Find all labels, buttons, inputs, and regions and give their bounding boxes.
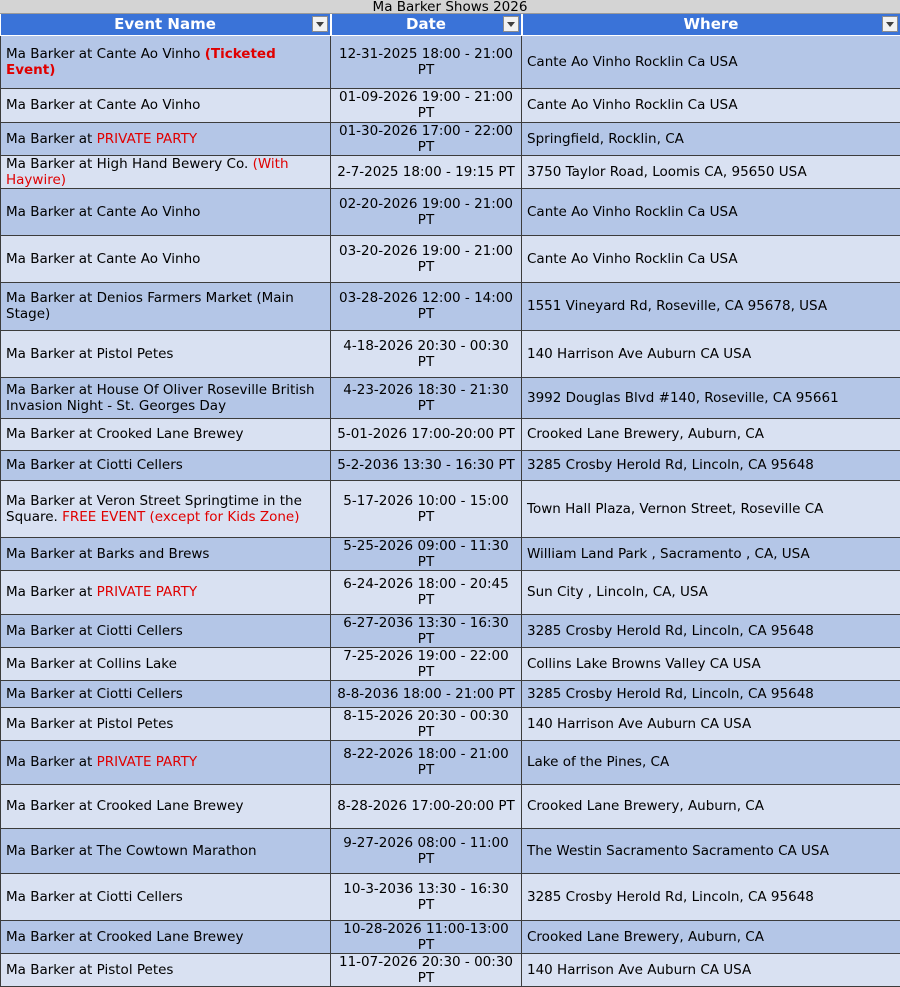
cell-where[interactable]: 140 Harrison Ave Auburn CA USA	[522, 707, 900, 740]
event-name-text: Ma Barker at Ciotti Cellers	[6, 623, 183, 639]
event-name-text: Ma Barker at The Cowtown Marathon	[6, 843, 257, 859]
cell-date[interactable]: 6-27-2036 13:30 - 16:30 PT	[331, 614, 522, 647]
cell-event-name[interactable]	[1, 122, 331, 155]
cell-where[interactable]: Cante Ao Vinho Rocklin Ca USA	[522, 88, 900, 122]
cell-where[interactable]: Cante Ao Vinho Rocklin Ca USA	[522, 35, 900, 88]
event-highlight-text: PRIVATE PARTY	[97, 584, 198, 600]
table-row	[1, 155, 900, 188]
cell-where[interactable]: Springfield, Rocklin, CA	[522, 122, 900, 155]
table-row	[1, 647, 900, 680]
event-name-text: Ma Barker at Pistol Petes	[6, 716, 173, 732]
event-name-text: Ma Barker at Crooked Lane Brewey	[6, 798, 243, 814]
table-row	[1, 680, 900, 707]
cell-where[interactable]: Lake of the Pines, CA	[522, 740, 900, 784]
event-name-text: Ma Barker at Ciotti Cellers	[6, 686, 183, 702]
event-name-text: Ma Barker at Cante Ao Vinho	[6, 204, 200, 220]
cell-event-name[interactable]	[1, 570, 331, 614]
cell-where[interactable]: 3750 Taylor Road, Loomis CA, 95650 USA	[522, 155, 900, 188]
column-header-where	[522, 14, 900, 35]
cell-date[interactable]: 4-18-2026 20:30 - 00:30 PT	[331, 330, 522, 377]
cell-where[interactable]: Sun City , Lincoln, CA, USA	[522, 570, 900, 614]
table-row	[1, 614, 900, 647]
cell-event-name[interactable]	[1, 155, 331, 188]
table-row	[1, 330, 900, 377]
cell-date[interactable]: 01-09-2026 19:00 - 21:00 PT	[331, 88, 522, 122]
cell-where[interactable]: 3285 Crosby Herold Rd, Lincoln, CA 95648	[522, 680, 900, 707]
sheet-title: Ma Barker Shows 2026	[0, 0, 900, 14]
cell-where[interactable]: Town Hall Plaza, Vernon Street, Roseville CA	[522, 480, 900, 537]
cell-event-name[interactable]	[1, 873, 331, 920]
cell-where[interactable]: Cante Ao Vinho Rocklin Ca USA	[522, 188, 900, 235]
cell-date[interactable]: 5-17-2026 10:00 - 15:00 PT	[331, 480, 522, 537]
event-name-text: Ma Barker at Cante Ao Vinho	[6, 46, 205, 62]
cell-where[interactable]: Collins Lake Browns Valley CA USA	[522, 647, 900, 680]
event-highlight-text: (Ticketed Event)	[6, 46, 276, 78]
event-highlight-text: FREE EVENT (except for Kids Zone)	[62, 509, 299, 525]
table-row	[1, 707, 900, 740]
cell-event-name[interactable]	[1, 188, 331, 235]
cell-where[interactable]: 140 Harrison Ave Auburn CA USA	[522, 953, 900, 986]
event-name-text: Ma Barker at Crooked Lane Brewey	[6, 929, 243, 945]
table-row	[1, 282, 900, 330]
cell-event-name[interactable]	[1, 953, 331, 986]
event-name-text: Ma Barker at Denios Farmers Market (Main Stage)	[6, 290, 294, 322]
table-row	[1, 740, 900, 784]
table-row	[1, 450, 900, 480]
table-row	[1, 188, 900, 235]
table-row	[1, 88, 900, 122]
table-row	[1, 953, 900, 986]
event-name-text: Ma Barker at Ciotti Cellers	[6, 889, 183, 905]
event-name-text: Ma Barker at Cante Ao Vinho	[6, 97, 200, 113]
table-row	[1, 570, 900, 614]
column-header-label: Where	[684, 15, 739, 33]
cell-event-name[interactable]	[1, 740, 331, 784]
cell-date[interactable]: 5-01-2026 17:00-20:00 PT	[331, 418, 522, 450]
column-header-label: Date	[406, 15, 446, 33]
cell-event-name[interactable]	[1, 537, 331, 570]
cell-event-name[interactable]	[1, 88, 331, 122]
event-name-text: Ma Barker at Crooked Lane Brewey	[6, 426, 243, 442]
table-row	[1, 784, 900, 828]
event-name-text: Ma Barker at Barks and Brews	[6, 546, 209, 562]
cell-date[interactable]: 8-8-2036 18:00 - 21:00 PT	[331, 680, 522, 707]
events-table	[0, 14, 900, 987]
cell-event-name[interactable]	[1, 450, 331, 480]
cell-event-name[interactable]	[1, 614, 331, 647]
header-row	[1, 14, 900, 35]
cell-event-name[interactable]	[1, 377, 331, 418]
cell-date[interactable]: 2-7-2025 18:00 - 19:15 PT	[331, 155, 522, 188]
table-row	[1, 537, 900, 570]
cell-event-name[interactable]	[1, 828, 331, 873]
cell-where[interactable]: Crooked Lane Brewery, Auburn, CA	[522, 784, 900, 828]
cell-event-name[interactable]	[1, 680, 331, 707]
cell-date[interactable]: 03-20-2026 19:00 - 21:00 PT	[331, 235, 522, 282]
table-row	[1, 35, 900, 88]
cell-where[interactable]: 3285 Crosby Herold Rd, Lincoln, CA 95648	[522, 873, 900, 920]
cell-where[interactable]: 3285 Crosby Herold Rd, Lincoln, CA 95648	[522, 614, 900, 647]
dropdown-arrow-icon	[507, 22, 515, 27]
cell-where[interactable]: 3285 Crosby Herold Rd, Lincoln, CA 95648	[522, 450, 900, 480]
cell-date[interactable]: 10-28-2026 11:00-13:00 PT	[331, 920, 522, 953]
event-name-text: Ma Barker at	[6, 131, 97, 147]
cell-where[interactable]: Crooked Lane Brewery, Auburn, CA	[522, 920, 900, 953]
cell-date[interactable]: 8-15-2026 20:30 - 00:30 PT	[331, 707, 522, 740]
cell-event-name[interactable]	[1, 647, 331, 680]
cell-where[interactable]: 140 Harrison Ave Auburn CA USA	[522, 330, 900, 377]
cell-event-name[interactable]	[1, 784, 331, 828]
filter-dropdown-button[interactable]	[882, 16, 898, 32]
cell-where[interactable]: Cante Ao Vinho Rocklin Ca USA	[522, 235, 900, 282]
event-name-text: Ma Barker at Cante Ao Vinho	[6, 251, 200, 267]
event-name-text: Ma Barker at	[6, 584, 97, 600]
event-name-text: Ma Barker at	[6, 754, 97, 770]
cell-where[interactable]: 1551 Vineyard Rd, Roseville, CA 95678, USA	[522, 282, 900, 330]
cell-date[interactable]: 01-30-2026 17:00 - 22:00 PT	[331, 122, 522, 155]
table-row	[1, 480, 900, 537]
table-row	[1, 235, 900, 282]
table-body	[1, 35, 900, 986]
cell-date[interactable]: 10-3-2036 13:30 - 16:30 PT	[331, 873, 522, 920]
cell-where[interactable]: The Westin Sacramento Sacramento CA USA	[522, 828, 900, 873]
event-name-text: Ma Barker at House Of Oliver Roseville British Invasion Night - St. Georges Day	[6, 382, 315, 414]
cell-date[interactable]: 5-25-2026 09:00 - 11:30 PT	[331, 537, 522, 570]
event-name-text: Ma Barker at Veron Street Springtime in the Square.	[6, 493, 302, 525]
cell-event-name[interactable]	[1, 480, 331, 537]
table-row	[1, 122, 900, 155]
cell-event-name[interactable]	[1, 707, 331, 740]
cell-event-name[interactable]	[1, 35, 331, 88]
column-header-label: Event Name	[114, 15, 216, 33]
table-row	[1, 418, 900, 450]
cell-event-name[interactable]	[1, 330, 331, 377]
cell-event-name[interactable]	[1, 282, 331, 330]
cell-where[interactable]: William Land Park , Sacramento , CA, USA	[522, 537, 900, 570]
cell-date[interactable]: 5-2-2036 13:30 - 16:30 PT	[331, 450, 522, 480]
dropdown-arrow-icon	[316, 22, 324, 27]
event-name-text: Ma Barker at Pistol Petes	[6, 962, 173, 978]
event-highlight-text: PRIVATE PARTY	[97, 754, 198, 770]
table-row	[1, 828, 900, 873]
event-name-text: Ma Barker at High Hand Bewery Co.	[6, 156, 253, 172]
table-row	[1, 920, 900, 953]
cell-date[interactable]: 6-24-2026 18:00 - 20:45 PT	[331, 570, 522, 614]
cell-date[interactable]: 8-28-2026 17:00-20:00 PT	[331, 784, 522, 828]
column-header-date	[331, 14, 522, 35]
cell-date[interactable]: 4-23-2026 18:30 - 21:30 PT	[331, 377, 522, 418]
column-header-event-name	[1, 14, 331, 35]
dropdown-arrow-icon	[886, 22, 894, 27]
cell-date[interactable]: 9-27-2026 08:00 - 11:00 PT	[331, 828, 522, 873]
event-highlight-text: PRIVATE PARTY	[97, 131, 198, 147]
cell-where[interactable]: Crooked Lane Brewery, Auburn, CA	[522, 418, 900, 450]
cell-date[interactable]: 03-28-2026 12:00 - 14:00 PT	[331, 282, 522, 330]
table-row	[1, 377, 900, 418]
event-name-text: Ma Barker at Collins Lake	[6, 656, 177, 672]
cell-date[interactable]: 12-31-2025 18:00 - 21:00 PT	[331, 35, 522, 88]
cell-date[interactable]: 02-20-2026 19:00 - 21:00 PT	[331, 188, 522, 235]
cell-event-name[interactable]	[1, 920, 331, 953]
filter-dropdown-button[interactable]	[312, 16, 328, 32]
cell-date[interactable]: 8-22-2026 18:00 - 21:00 PT	[331, 740, 522, 784]
event-name-text: Ma Barker at Pistol Petes	[6, 346, 173, 362]
event-highlight-text: (With Haywire)	[6, 156, 289, 188]
event-name-text: Ma Barker at Ciotti Cellers	[6, 457, 183, 473]
cell-event-name[interactable]	[1, 235, 331, 282]
cell-date[interactable]: 7-25-2026 19:00 - 22:00 PT	[331, 647, 522, 680]
cell-where[interactable]: 3992 Douglas Blvd #140, Roseville, CA 95661	[522, 377, 900, 418]
filter-dropdown-button[interactable]	[503, 16, 519, 32]
cell-event-name[interactable]	[1, 418, 331, 450]
cell-date[interactable]: 11-07-2026 20:30 - 00:30 PT	[331, 953, 522, 986]
table-row	[1, 873, 900, 920]
